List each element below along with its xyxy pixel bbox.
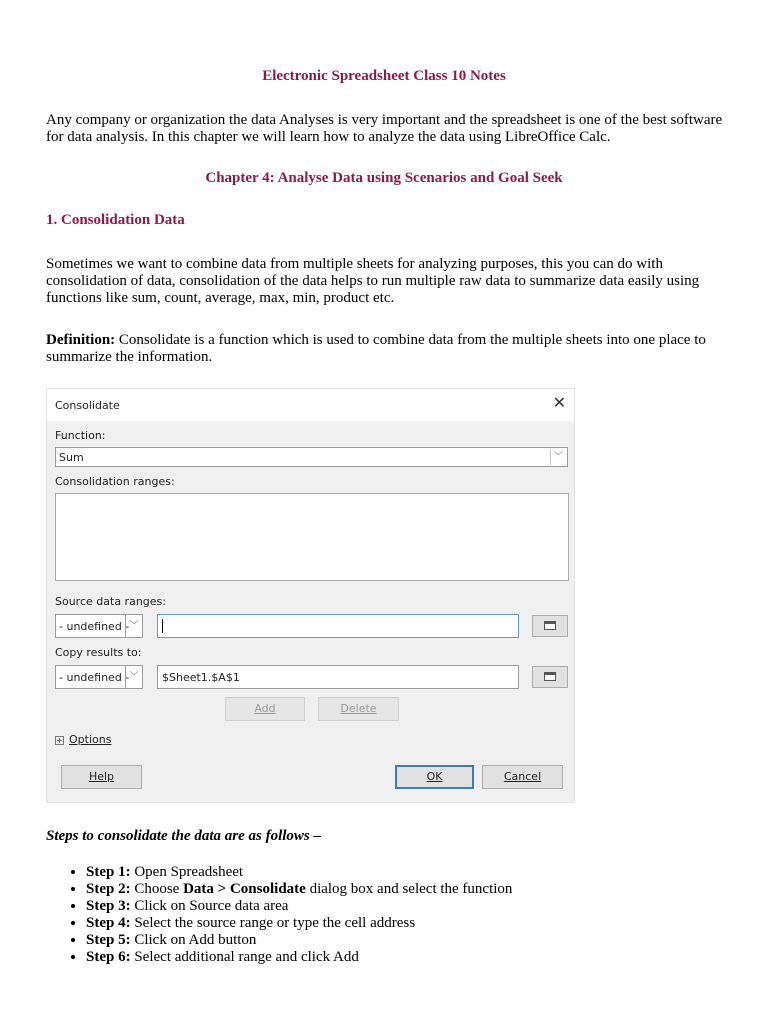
copy-shrink-button[interactable] (532, 666, 568, 688)
cancel-button[interactable]: Cancel (482, 765, 563, 789)
step-label: Step 4: (86, 915, 131, 931)
chapter-heading: Chapter 4: Analyse Data using Scenarios and Goal Seek (205, 170, 563, 186)
step-menu-path: Data > Consolidate (183, 881, 306, 897)
source-range-input[interactable] (157, 614, 519, 638)
step-text: Select additional range and click Add (130, 949, 359, 965)
list-item (86, 932, 768, 949)
function-label: Function: (55, 429, 106, 442)
definition-paragraph (46, 332, 736, 366)
text-caret (162, 619, 163, 633)
source-range-select[interactable] (55, 614, 143, 638)
ok-button[interactable]: OK (395, 765, 474, 789)
options-expander[interactable] (55, 733, 111, 746)
chevron-down-icon: ﹀ (125, 615, 142, 637)
consolidation-ranges-label: Consolidation ranges: (55, 475, 175, 488)
source-select-value: - undefined - (59, 620, 130, 633)
copy-results-label: Copy results to: (55, 646, 142, 659)
steps-list (46, 864, 768, 966)
shrink-icon (544, 672, 556, 681)
consolidate-dialog (46, 388, 575, 803)
step-text: Click on Add button (130, 932, 257, 948)
function-value: Sum (59, 451, 84, 464)
add-button[interactable]: Add (225, 697, 305, 721)
step-label: Step 2: (86, 881, 131, 897)
consolidation-ranges-list[interactable] (55, 493, 569, 581)
list-item (86, 949, 768, 966)
copy-results-value: $Sheet1.$A$1 (162, 671, 240, 684)
copy-results-select[interactable] (55, 665, 143, 689)
section-paragraph: Sometimes we want to combine data from multiple sheets for analyzing purposes, this you can do with consolidation of data, consolidation of the data helps to run multiple raw data to summarize data easily using functions like sum, count, average, max, min, product etc. (46, 256, 700, 306)
list-item (86, 881, 768, 898)
dialog-title: Consolidate (55, 399, 120, 412)
expand-plus-icon: + (56, 735, 63, 745)
section-heading: 1. Consolidation Data (46, 212, 185, 228)
copy-select-value: - undefined - (59, 671, 130, 684)
close-icon[interactable]: ✕ (552, 393, 566, 412)
delete-button[interactable]: Delete (318, 697, 399, 721)
step-label: Step 1: (86, 864, 131, 880)
source-shrink-button[interactable] (532, 615, 568, 637)
help-button[interactable]: Help (61, 765, 142, 789)
step-text: Select the source range or type the cell address (130, 915, 416, 931)
function-select[interactable] (55, 447, 568, 467)
chevron-down-icon: ﹀ (550, 449, 566, 465)
definition-label: Definition: (46, 332, 116, 348)
step-text-pre: Choose (130, 881, 184, 897)
step-label: Step 5: (86, 932, 131, 948)
step-label: Step 6: (86, 949, 131, 965)
step-text: dialog box and select the function (305, 881, 513, 897)
list-item (86, 864, 768, 881)
options-label: Options (69, 733, 112, 746)
intro-paragraph: Any company or organization the data Analyses is very important and the spreadsheet is one of the best software for data analysis. In this chapter we will learn how to analyze the data using LibreOffice Calc. (46, 112, 723, 145)
step-text: Click on Source data area (130, 898, 289, 914)
dialog-titlebar (47, 389, 574, 421)
document-title: Electronic Spreadsheet Class 10 Notes (262, 68, 506, 84)
steps-heading: Steps to consolidate the data are as follows – (46, 828, 322, 844)
shrink-icon (544, 621, 556, 630)
definition-text: Consolidate is a function which is used to combine data from the multiple sheets into one place to summarize the information. (46, 332, 706, 365)
step-label: Step 3: (86, 898, 131, 914)
copy-results-input[interactable] (157, 665, 519, 689)
source-data-ranges-label: Source data ranges: (55, 595, 166, 608)
list-item (86, 898, 768, 915)
list-item (86, 915, 768, 932)
step-text: Open Spreadsheet (130, 864, 244, 880)
chevron-down-icon: ﹀ (125, 666, 142, 688)
